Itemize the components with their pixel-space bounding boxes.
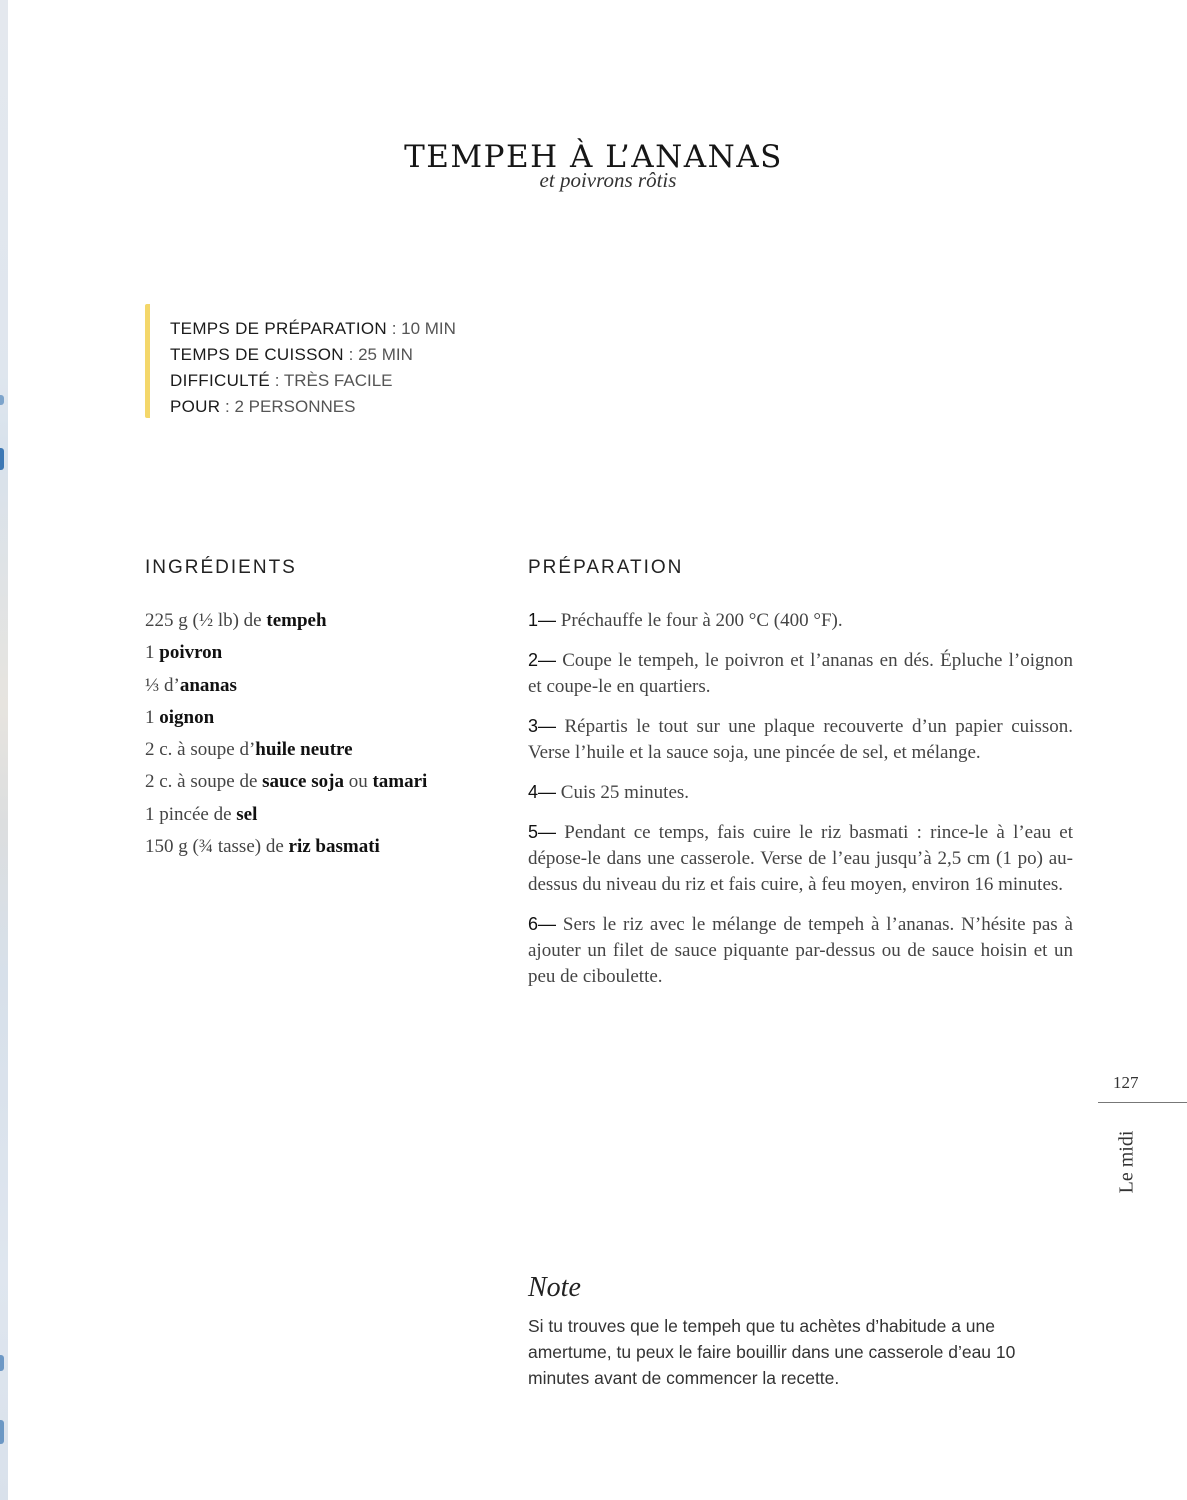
step-item: 1— Préchauffe le four à 200 °C (400 °F).	[528, 610, 843, 631]
ingredients-list	[145, 607, 475, 865]
recipe-title: TEMPEH À L’ANANAS	[404, 138, 783, 175]
page-gutter-edge	[0, 0, 8, 1500]
ingredient-item: 225 g (½ lb) de tempeh	[145, 610, 327, 631]
preparation-steps	[528, 607, 1073, 1003]
ingredient-item: 2 c. à soupe d’huile neutre	[145, 739, 353, 761]
ingredient-item: 2 c. à soupe de sauce soja ou tamari	[145, 771, 428, 793]
step-item: 4— Cuis 25 minutes.	[528, 782, 690, 803]
meta-difficulty: DIFFICULTÉ : TRÈS FACILE	[170, 371, 393, 390]
step-item: 5— Pendant ce temps, fais cuire le riz basmati : rince-le à l’eau et dépose-le dans une casserole. Verse de l’eau jusqu’à 2,5 cm (1 po) au-dessus du niveau du riz et fais cuire, à feu moyen, environ 16 minutes.	[528, 822, 1073, 895]
step-item: 3— Répartis le tout sur une plaque recouverte d’un papier cuisson. Verse l’huile et la sauce soja, une pincée de sel, et mélange.	[528, 716, 1073, 763]
chapter-label: Le midi	[1115, 1130, 1138, 1194]
meta-servings: POUR : 2 PERSONNES	[170, 397, 356, 416]
ingredient-item: ⅓ d’ananas	[145, 674, 237, 696]
recipe-meta-box	[145, 304, 456, 418]
meta-cook-time: TEMPS DE CUISSON : 25 MIN	[170, 345, 413, 364]
gutter-decoration	[0, 1420, 4, 1444]
ingredient-item: 1 pincée de sel	[145, 803, 258, 825]
page-number-divider	[1098, 1102, 1187, 1103]
note-title: Note	[528, 1272, 581, 1303]
ingredient-item: 150 g (¾ tasse) de riz basmati	[145, 836, 380, 858]
step-item: 6— Sers le riz avec le mélange de tempeh à l’ananas. N’hésite pas à ajouter un filet de sauce piquante par-dessus ou de sauce hoisin et un peu de ciboulette.	[528, 914, 1073, 987]
note-body: Si tu trouves que le tempeh que tu achètes d’habitude a une amertume, tu peux le faire bouillir dans une casserole d’eau 10 minutes avant de commencer la recette.	[528, 1316, 1016, 1388]
gutter-decoration	[0, 1355, 4, 1371]
ingredient-item: 1 poivron	[145, 642, 223, 664]
gutter-decoration	[0, 395, 4, 405]
page-number: 127	[1113, 1073, 1139, 1092]
step-item: 2— Coupe le tempeh, le poivron et l’ananas en dés. Épluche l’oignon et coupe-le en quartiers.	[528, 650, 1073, 697]
meta-prep-time: TEMPS DE PRÉPARATION : 10 MIN	[170, 319, 456, 338]
ingredient-item: 1 oignon	[145, 706, 215, 728]
gutter-decoration	[0, 448, 4, 470]
ingredients-heading: INGRÉDIENTS	[145, 557, 297, 578]
preparation-heading: PRÉPARATION	[528, 557, 684, 578]
recipe-subtitle: et poivrons rôtis	[539, 168, 677, 192]
